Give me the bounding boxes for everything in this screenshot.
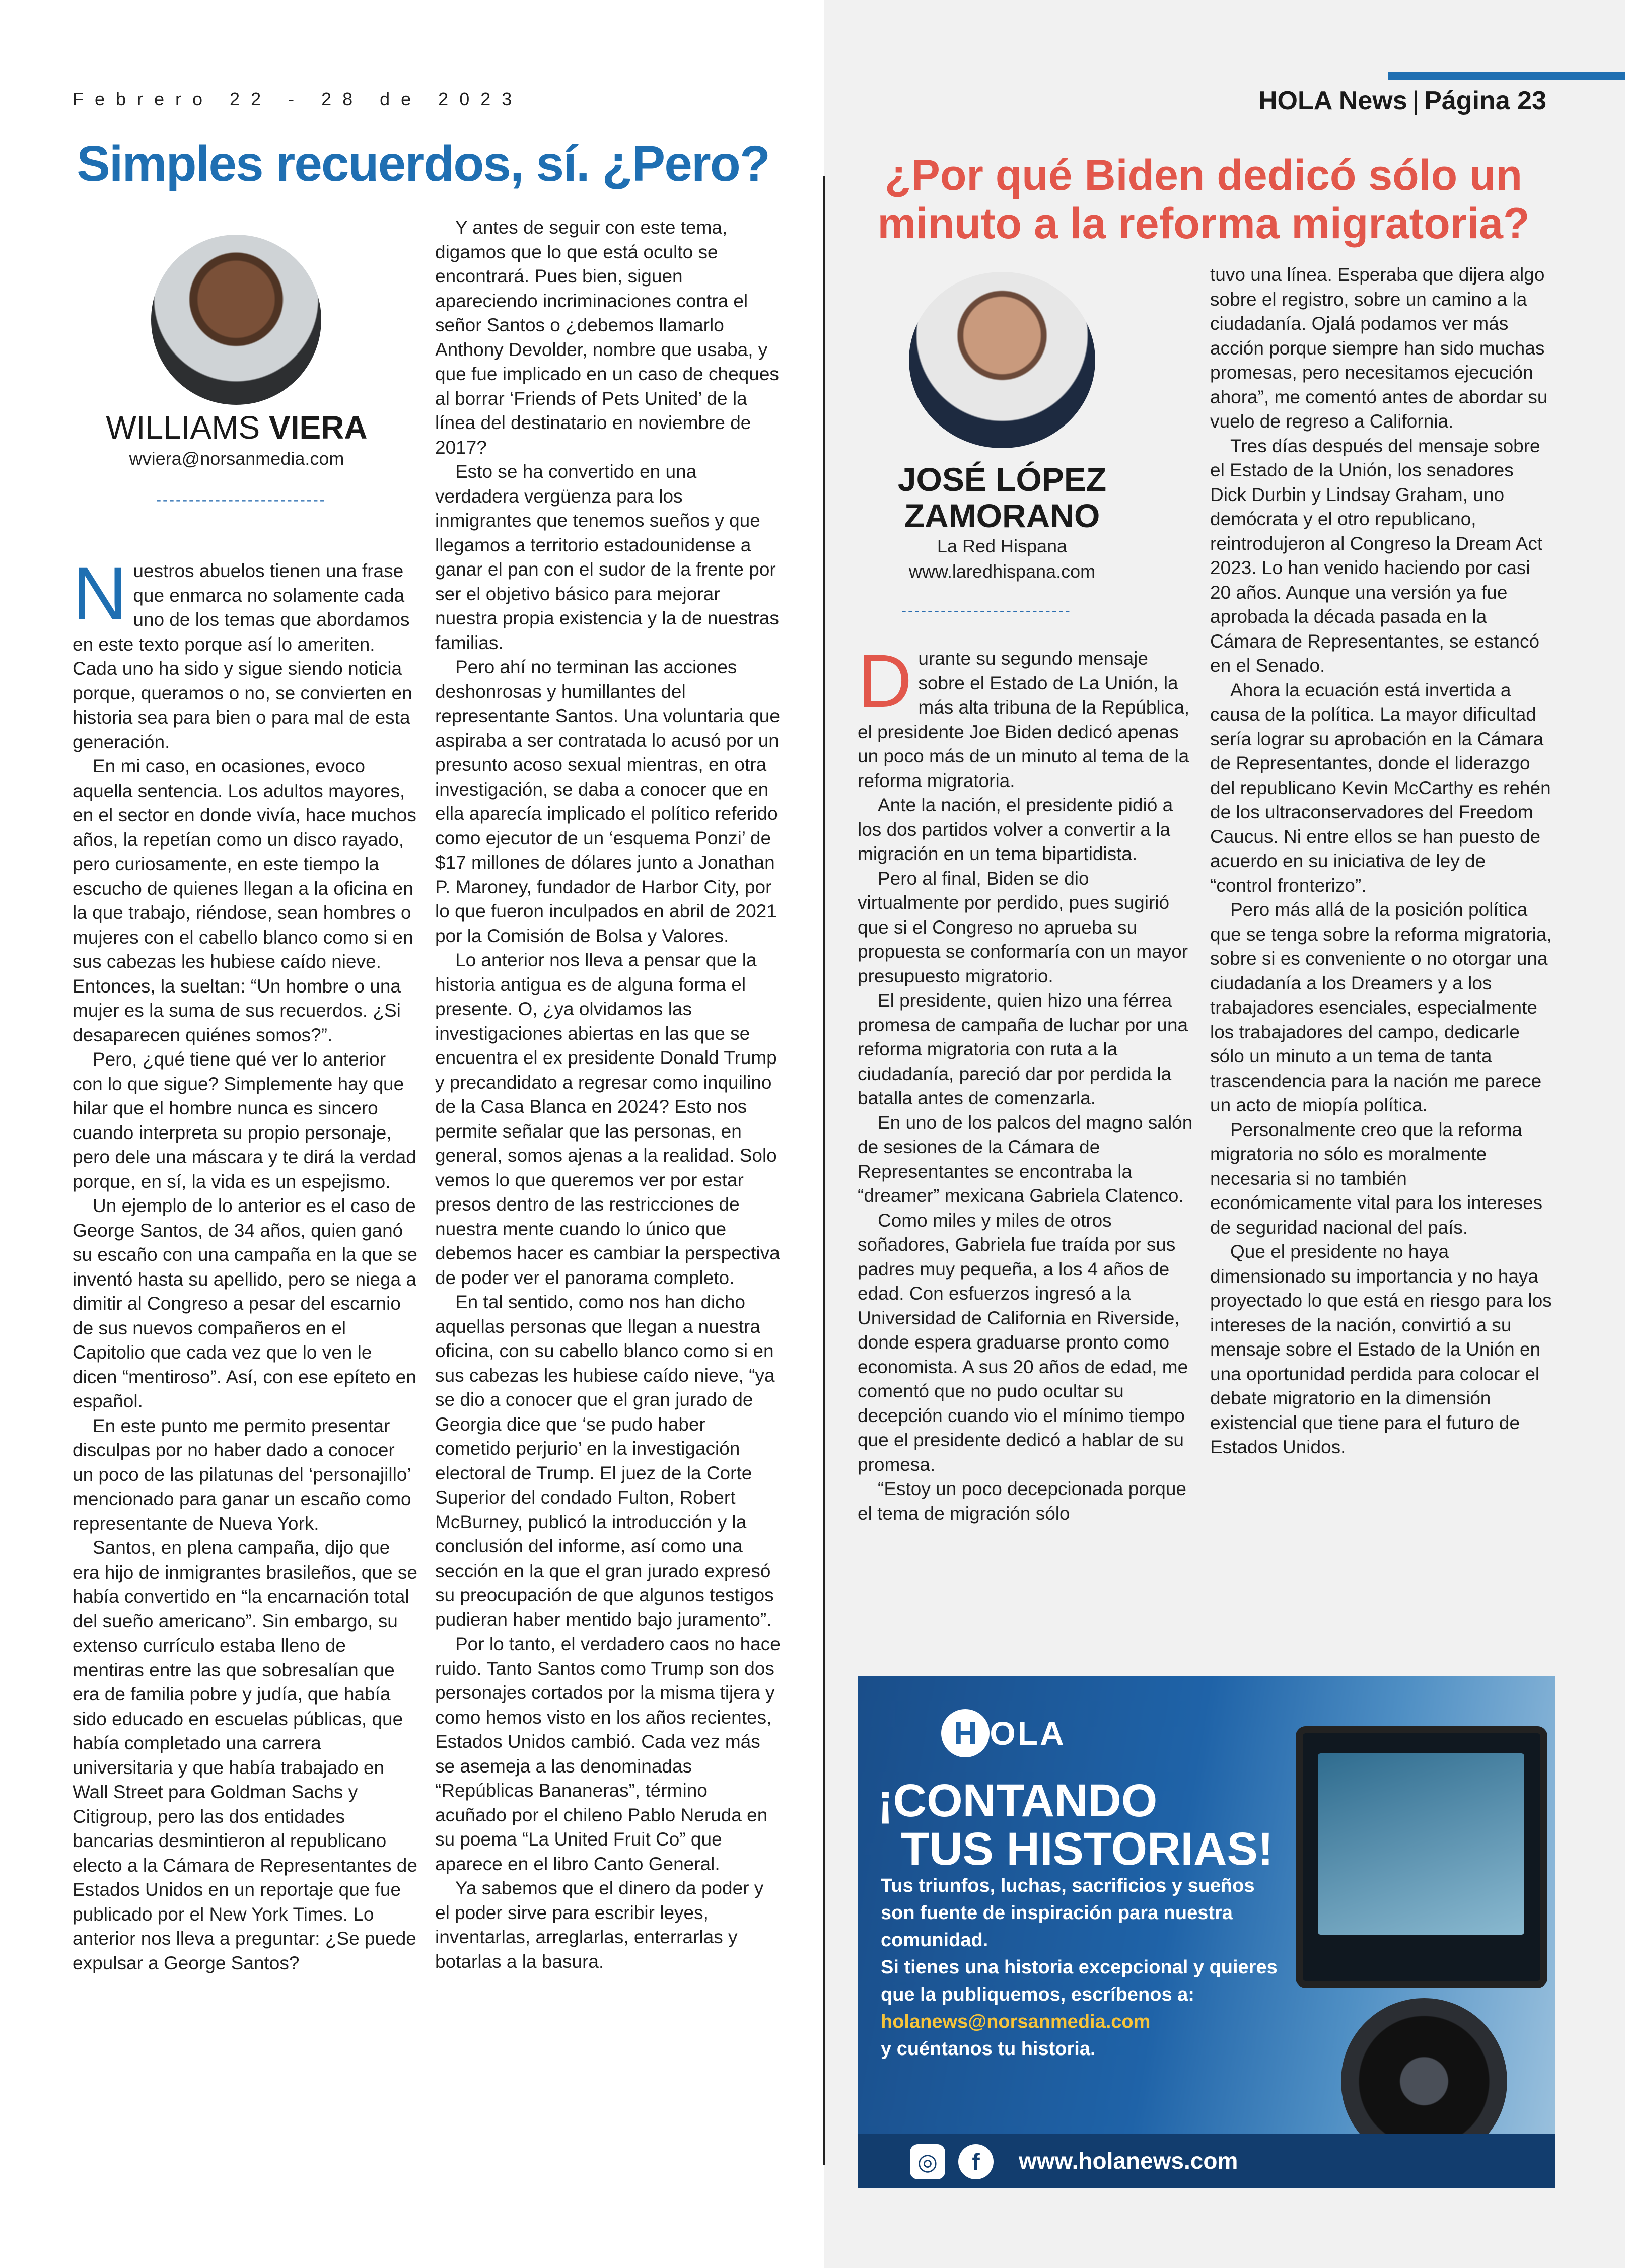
paragraph: Lo anterior nos lleva a pensar que la historia antigua es de alguna forma el presente. O, ¿ya olvidamos las investigaciones abiertas en las que se encuentra el ex presidente Donald Trump y precandidato a regresar como inquilino de la Casa Blanca en 2024? Esto nos permite señalar que las personas, en general, somos ajenas a la realidad. Solo vemos lo que queremos ver por estar presos dentro de las restricciones de nuestra mente cuando lo único que debemos hacer es cambiar la perspectiva de poder ver el panorama completo. xyxy=(435,950,780,1288)
author-photo-viera xyxy=(151,235,321,405)
paragraph: Ante la nación, el presidente pidió a los dos partidos volver a convertir a la migración en un tema bipartidista. xyxy=(858,795,1173,864)
camera-monitor-image xyxy=(1296,1726,1547,1988)
right-author-line-2: ZAMORANO xyxy=(904,497,1100,534)
paragraph: Pero más allá de la posición política que se tenga sobre la reforma migratoria, sobre si es conveniente o no otorgar una ciudadanía a los Dreamers y a los trabajadores esenciales, especialmente los trabajadores del campo, dedicarle sólo un minuto a un tema de tanta trascendencia para la nación me parece un acto de miopía política. xyxy=(1210,899,1552,1115)
ad-headline xyxy=(878,1777,1273,1873)
ad-footer xyxy=(858,2134,1555,2188)
right-author-divider: -------------------------- xyxy=(901,602,1072,619)
ad-website[interactable]: www.holanews.com xyxy=(1019,2148,1238,2174)
column-divider xyxy=(823,176,825,2165)
paragraph: Y antes de seguir con este tema, digamos que lo que está oculto se encontrará. Pues bien, siguen apareciendo incriminaciones contra el señor Santos o ¿debemos llamarlo Anthony Devolder, nombre que usaba, y que fue implicado en un caso de cheques al borrar ‘Friends of Pets United’ de la línea del destinatario en noviembre de 2017? xyxy=(435,217,779,458)
paragraph: En mi caso, en ocasiones, evoco aquella sentencia. Los adultos mayores, en el sector en donde vivía, hace muchos años, la repetían como un disco rayado, pero curiosamente, en este tiempo la escucho de quienes llegan a la oficina en la que trabajo, riéndose, sean hombres o mujeres con el cabello blanco como si en sus cabezas les hubiese caído nieve. Entonces, la sueltan: “Un hombre o una mujer es la suma de sus recuerdos. ¿Si desaparecen quiénes somos?”. xyxy=(73,756,416,1045)
left-author-name xyxy=(91,409,383,446)
issue-date: Febrero 22 - 28 de 2023 xyxy=(73,89,523,109)
paragraph: Personalmente creo que la reforma migratoria no sólo es moralmente necesaria si no también económicamente vital para los intereses de seguridad nacional del país. xyxy=(1210,1119,1543,1238)
right-author-name xyxy=(866,461,1138,534)
paragraph: Pero, ¿qué tiene qué ver lo anterior con lo que sigue? Simplemente hay que hilar que el hombre nunca es sincero cuando interpreta su propio personaje, pero dele una máscara y te dirá la verdad porque, en sí, la vida es un espejismo. xyxy=(73,1049,416,1192)
paragraph: Durante su segundo mensaje sobre el Estado de La Unión, la más alta tribuna de la República, el presidente Joe Biden dedicó apenas un poco más de un minuto al tema de la reforma migratoria. xyxy=(858,639,1190,791)
paragraph: Ahora la ecuación está invertida a causa de la política. La mayor dificultad sería lograr su aprobación en la Cámara de Representantes, donde el liderazgo del republicano Kevin McCarthy es rehén de los ultraconservadores del Freedom Caucus. Ni entre ellos se han puesto de acuerdo en su iniciativa de ley de “control fronterizo”. xyxy=(1210,679,1551,896)
paragraph: Santos, en plena campaña, dijo que era hijo de inmigrantes brasileños, que se había convertido en “la encarnación total del sueño americano”. Sin embargo, su extenso currículo estaba lleno de mentiras entre las que sobresalían que era de familia pobre y judía, que había sido educado en escuelas públicas, que había completado una carrera universitaria y que había trabajado en Wall Street para Goldman Sachs y Citigroup, pero las dos entidades bancarias desmintieron al republicano electo a la Cámara de Representantes de Estados Unidos en un reportaje que fue publicado por el New York Times. Lo anterior nos lleva a preguntar: ¿Se puede expulsar a George Santos? xyxy=(73,1537,417,1973)
hola-logo-text: OLA xyxy=(990,1715,1066,1752)
left-author-last: VIERA xyxy=(269,409,368,446)
right-article-title: ¿Por qué Biden dedicó sólo un minuto a la reforma migratoria? xyxy=(877,151,1530,248)
left-article-column-1 xyxy=(73,551,420,1975)
monitor-screen xyxy=(1318,1753,1524,1935)
ad-body-1: Tus triunfos, luchas, sacrificios y sueños son fuente de inspiración para nuestra comunidad. xyxy=(881,1875,1255,1951)
ad-body-3: y cuéntanos tu historia. xyxy=(881,2038,1096,2060)
paragraph: Esto se ha convertido en una verdadera vergüenza para los inmigrantes que tenemos sueños y que llegamos a territorio estadounidense a ganar el pan con el sudor de la frente por ser el objetivo básico para mejorar nuestra propia existencia y la de nuestras familias. xyxy=(435,461,779,653)
paragraph: Como miles y miles de otros soñadores, Gabriela fue traída por sus padres muy pequeña, a los 4 años de edad. Con esfuerzos ingresó a la Universidad de California en Riverside, donde espera graduarse pronto como economista. A sus 20 años de edad, me comentó que no pudo ocultar su decepción cuando vio el mínimo tiempo que el presidente dedicó a hablar de su promesa. xyxy=(858,1210,1188,1475)
ad-body-2: Si tienes una historia excepcional y quieres que la publiquemos, escríbenos a: xyxy=(881,1957,1278,2005)
page-header xyxy=(1258,86,1546,116)
paragraph: “Estoy un poco decepcionada porque el tema de migración sólo xyxy=(858,1478,1186,1524)
paragraph: Nuestros abuelos tienen una frase que enmarca no solamente cada uno de los temas que abordamos en este texto porque así lo ameriten. Cada uno ha sido y sigue siendo noticia porque, queramos o no, se convierten en historia sea para bien o para mal de esta generación. xyxy=(73,551,412,752)
author-photo-lopez-zamorano xyxy=(909,272,1095,448)
right-author-org xyxy=(866,534,1138,584)
header-accent-bar xyxy=(1388,72,1625,80)
ad-headline-line-2: TUS HISTORIAS! xyxy=(901,1823,1274,1875)
paragraph: En uno de los palcos del magno salón de sesiones de la Cámara de Representantes se encontraba la “dreamer” mexicana Gabriela Clatenco. xyxy=(858,1112,1193,1206)
hola-news-ad xyxy=(858,1676,1555,2188)
right-author-website[interactable]: www.laredhispana.com xyxy=(908,561,1096,582)
ad-headline-line-1: ¡CONTANDO xyxy=(878,1775,1158,1826)
right-author-organization: La Red Hispana xyxy=(937,536,1068,556)
paragraph: Pero al final, Biden se dio virtualmente por perdido, pues sugirió que si el Congreso no aprueba su propuesta se conformaría con un mayor presupuesto migratorio. xyxy=(858,868,1188,986)
left-author-email: wviera@norsanmedia.com xyxy=(129,448,344,469)
paragraph: En este punto me permito presentar disculpas por no haber dado a conocer un poco de las pilatunas del ‘personajillo’ mencionado para ganar un escaño como representante de Nueva York. xyxy=(73,1415,411,1534)
left-article-title: Simples recuerdos, sí. ¿Pero? xyxy=(77,135,769,192)
paragraph: tuvo una línea. Esperaba que dijera algo sobre el registro, sobre un camino a la ciudadanía. Ojalá podamos ver más acción porque siempre han sido muchas promesas, pero necesitamos ejecución ahora”, me comentó antes de abordar su vuelo de regreso a California. xyxy=(1210,264,1548,432)
paragraph: Un ejemplo de lo anterior es el caso de George Santos, de 34 años, quien ganó su escaño con una campaña en la que se inventó hasta su apellido, pero se niega a dimitir al Congreso a pesar del escarnio de sus nuevos compañeros en el Capitolio que cada vez que lo ven le dicen “mentiroso”. Así, con ese epíteto en español. xyxy=(73,1195,417,1411)
paragraph: Pero ahí no terminan las acciones deshonrosas y humillantes del representante Santos. Una voluntaria que aspiraba a ser contratada lo acusó por un presunto acoso sexual mientras, en otra investigación, se daba a conocer que en ella aparecía implicado el político referido como ejecutor de un ‘esquema Ponzi’ de $17 millones de dólares junto a Jonathan P. Maroney, fundador de Harbor City, por lo que fueron inculpados en abril de 2021 por la Comisión de Bolsa y Valores. xyxy=(435,657,780,946)
ad-body xyxy=(881,1872,1284,2063)
paragraph: El presidente, quien hizo una férrea promesa de campaña de luchar por una reforma migratoria con ruta a la ciudadanía, pareció dar por perdida la batalla antes de comenzarla. xyxy=(858,990,1188,1108)
paragraph: Ya sabemos que el dinero da poder y el poder sirve para escribir leyes, inventarlas, arreglarlas, enterrarlas y botarlas a la basura. xyxy=(435,1878,764,1972)
left-author-divider: -------------------------- xyxy=(156,491,326,508)
facebook-icon[interactable]: f xyxy=(958,2144,994,2179)
publication-name: HOLA News xyxy=(1258,86,1407,115)
hola-logo-mark: H xyxy=(941,1709,990,1757)
paragraph: Que el presidente no haya dimensionado su importancia y no haya proyectado lo que está en riesgo para los intereses de la nación, convirtió a su mensaje sobre el Estado de la Unión en una oportunidad perdida para colocar el debate migratorio en la dimensión existencial que tiene para el futuro de Estados Unidos. xyxy=(1210,1241,1552,1457)
right-article-column-2 xyxy=(1210,263,1552,1460)
left-article-column-2 xyxy=(435,216,783,1974)
page-number: Página 23 xyxy=(1424,86,1546,115)
ad-email[interactable]: holanews@norsanmedia.com xyxy=(881,2011,1151,2032)
instagram-icon[interactable]: ◎ xyxy=(910,2144,945,2179)
left-author-first: WILLIAMS xyxy=(106,409,260,446)
left-dropcap: N xyxy=(73,551,127,635)
hola-logo xyxy=(858,1709,1150,1757)
right-author-line-1: JOSÉ LÓPEZ xyxy=(897,461,1107,498)
paragraph: En tal sentido, como nos han dicho aquellas personas que llegan a nuestra oficina, con su cabello blanco como si en sus cabezas les hubiese caído nieve, “ya se dio a conocer que el gran jurado de Georgia dice que ‘se pudo haber cometido perjurio’ en la investigación electoral de Trump. El juez de la Corte Superior del condado Fulton, Robert McBurney, publicó la introducción y la conclusión del informe, así como una sección en la que el gran jurado expresó su preocupación de que algunos testigos pudieran haber mentido bajo juramento”. xyxy=(435,1292,775,1630)
right-article-column-1 xyxy=(858,639,1195,1526)
right-dropcap: D xyxy=(858,639,912,723)
header-separator: | xyxy=(1412,86,1420,115)
paragraph: Por lo tanto, el verdadero caos no hace ruido. Tanto Santos como Trump son dos personajes cortados por la misma tijera y como hemos visto en los años recientes, Estados Unidos cambió. Cada vez más se asemeja a las denominadas “Repúblicas Bananeras”, término acuñado por el chileno Pablo Neruda en su poema “La United Fruit Co” que aparece en el libro Canto General. xyxy=(435,1634,781,1874)
paragraph: Tres días después del mensaje sobre el Estado de la Unión, los senadores Dick Durbin y Lindsay Graham, uno demócrata y el otro republicano, reintrodujeron al Congreso la Dream Act 2023. Lo han venido haciendo por casi 20 años. Aunque una versión ya fue aprobada la década pasada en la Cámara de Representantes, se estancó en el Senado. xyxy=(1210,435,1543,676)
